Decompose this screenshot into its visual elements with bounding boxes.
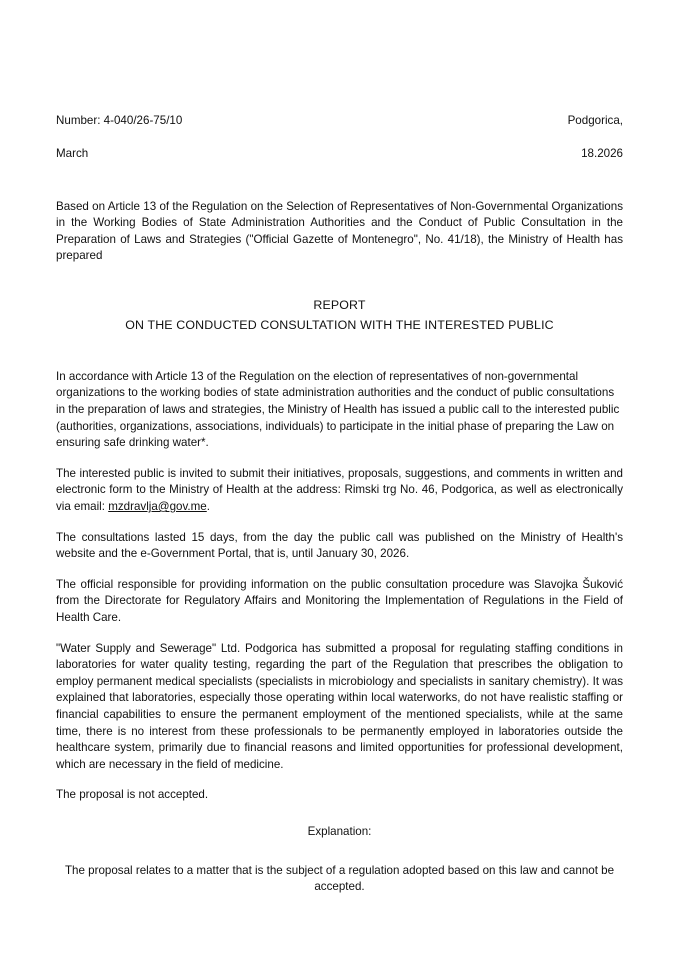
ministry-email-link[interactable]: mzdravlja@gov.me [108,500,207,514]
document-content [56,96,623,910]
spacer [56,816,623,824]
document-city: Podgorica, [567,113,623,127]
body-paragraph-3: The consultations lasted 15 days, from the day the public call was published on the Ministry of Health's website and the e-Government Portal, that is, until January 30, 2026. [56,530,623,561]
header-right-block [568,96,623,179]
paragraph-2-text-after-email: . [206,500,210,514]
intro-paragraph: Based on Article 13 of the Regulation on the Selection of Representatives of Non-Governmental Organizations in the Working Bodies of State Administration Authorities and the Conduct of Public Consultation in the Preparation of Laws and Strategies ("Official Gazette of Montenegro", No. 41/18), the Ministry of Health has prepared [56,199,623,263]
title-line-2: ON THE CONDUCTED CONSULTATION WITH THE INTERESTED PUBLIC [125,317,554,332]
document-month: March [56,146,89,160]
body-paragraph-4: The official responsible for providing information on the public consultation procedure was Slavojka Šuković from the Directorate for Regulatory Affairs and Monitoring the Implementation of Regulations in the Field of Health Care. [56,577,623,624]
title-line-1: REPORT [313,297,366,312]
document-date: 18.2026 [581,146,623,160]
spacer [56,855,623,863]
document-title [56,295,623,335]
decision-statement: The proposal is not accepted. [56,788,209,802]
paragraph-2-text-before-email: The interested public is invited to submit their initiatives, proposals, suggestions, and comments in written and electronic form to the Ministry of Health at the address: Rimski trg No. 46, Podgorica, as well as electronically via email: [56,466,623,514]
body-paragraph-1: In accordance with Article 13 of the Regulation on the election of representatives of non-governmental organizations to the working bodies of state administration authorities and the conduct of public consultations in the preparation of laws and strategies, the Ministry of Health has issued a public call to the interested public (authorities, organizations, associations, individuals) to participate in the initial phase of preparing the Law on ensuring safe drinking water*. [56,369,620,450]
document-header [56,96,623,179]
explanation-text: The proposal relates to a matter that is the subject of a regulation adopted based on this law and cannot be accepted. [64,863,615,894]
document-number: Number: 4-040/26-75/10 [56,113,183,127]
body-paragraph-2 [56,466,623,516]
body-paragraph-5: "Water Supply and Sewerage" Ltd. Podgorica has submitted a proposal for regulating staffing conditions in laboratories for water quality testing, regarding the part of the Regulation that prescribes the obligation to employ permanent medical specialists (specialists in microbiology and specialists in sanitary chemistry). It was explained that laboratories, especially those operating within local waterworks, do not have realistic staffing or financial capabilities to ensure the permanent employment of the mentioned specialists, while at the same time, there is no interest from these professionals to be permanently employed in laboratories outside the healthcare system, primarily due to financial reasons and limited opportunities for professional development, which are necessary in the field of medicine. [56,641,623,771]
header-left-block [56,96,182,179]
explanation-heading: Explanation: [307,824,372,838]
